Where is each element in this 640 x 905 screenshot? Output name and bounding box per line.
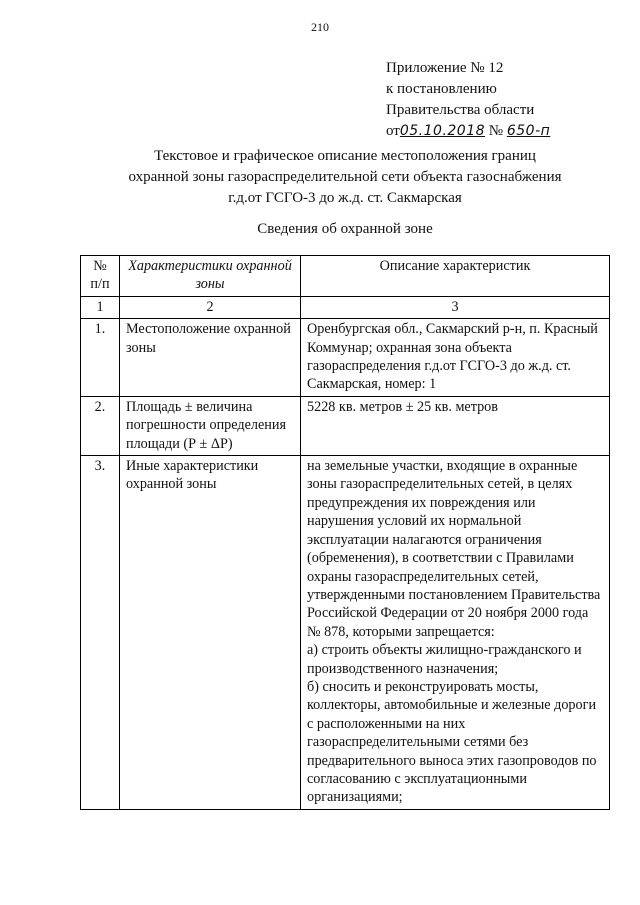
table-row — [81, 456, 610, 810]
appendix-line-1: Приложение № 12 — [386, 60, 504, 76]
document-title — [80, 146, 610, 209]
table-row — [81, 396, 610, 455]
number-prefix: № — [488, 123, 504, 139]
row-description-cell — [301, 456, 610, 810]
protection-zone-table — [80, 255, 610, 810]
row-characteristic: Иные характеристики охранной зоны — [120, 456, 301, 810]
row-number: 3. — [81, 456, 120, 810]
title-line-1: Текстовое и графическое описание местоположения границ — [154, 148, 536, 164]
page-number: 210 — [311, 20, 329, 34]
title-line-2: охранной зоны газораспределительной сети объекта газоснабжения — [128, 169, 562, 185]
column-number-3: 3 — [301, 296, 610, 318]
restriction-item-a: а) строить объекты жилищно-гражданского и производственного назначения; — [307, 642, 582, 677]
column-number-2: 2 — [120, 296, 301, 318]
column-number-row — [81, 296, 610, 318]
title-line-3: г.д.от ГСГО-3 до ж.д. ст. Сакмарская — [228, 190, 462, 206]
appendix-line-2: к постановлению — [386, 81, 497, 97]
column-number-1: 1 — [81, 296, 120, 318]
row-characteristic: Местоположение охранной зоны — [120, 319, 301, 397]
section-subtitle: Сведения об охранной зоне — [257, 221, 433, 237]
row-number: 1. — [81, 319, 120, 397]
row-description: 5228 кв. метров ± 25 кв. метров — [301, 396, 610, 455]
handwritten-date: 05.10.2018 — [399, 123, 486, 139]
header-description: Описание характеристик — [301, 256, 610, 297]
table-header-row — [81, 256, 610, 297]
header-number: № п/п — [81, 256, 120, 297]
row-number: 2. — [81, 396, 120, 455]
row-description: на земельные участки, входящие в охранные зоны газораспределительных сетей, в целях предупреждения их повреждения или нарушения условий их нормальной эксплуатации налагаются ограничения (обременения), в соответствии с Правилами охраны газораспределительных сетей, утвержденными постановлением Правительства Российской Федерации от 20 ноября 2000 года № 878, которыми запрещается: — [307, 458, 601, 640]
header-characteristic: Характеристики охранной зоны — [120, 256, 301, 297]
handwritten-number: 650-п — [506, 123, 551, 139]
appendix-date-line — [386, 121, 550, 142]
restriction-item-b: б) сносить и реконструировать мосты, коллекторы, автомобильные и железные дороги с расположенными на них газораспределительными сетями без предварительного выноса этих газопроводов по согласованию с эксплуатационными организациями; — [307, 678, 597, 806]
appendix-line-3: Правительства области — [386, 102, 535, 118]
date-prefix: от — [386, 123, 400, 139]
table-row — [81, 319, 610, 397]
row-characteristic: Площадь ± величина погрешности определения площади (Р ± ΔР) — [120, 396, 301, 455]
row-description: Оренбургская обл., Сакмарский р-н, п. Красный Коммунар; охранная зона объекта газораспределения г.д.от ГСГО-3 до ж.д. ст. Сакмарская, номер: 1 — [301, 319, 610, 397]
appendix-block — [386, 58, 550, 142]
